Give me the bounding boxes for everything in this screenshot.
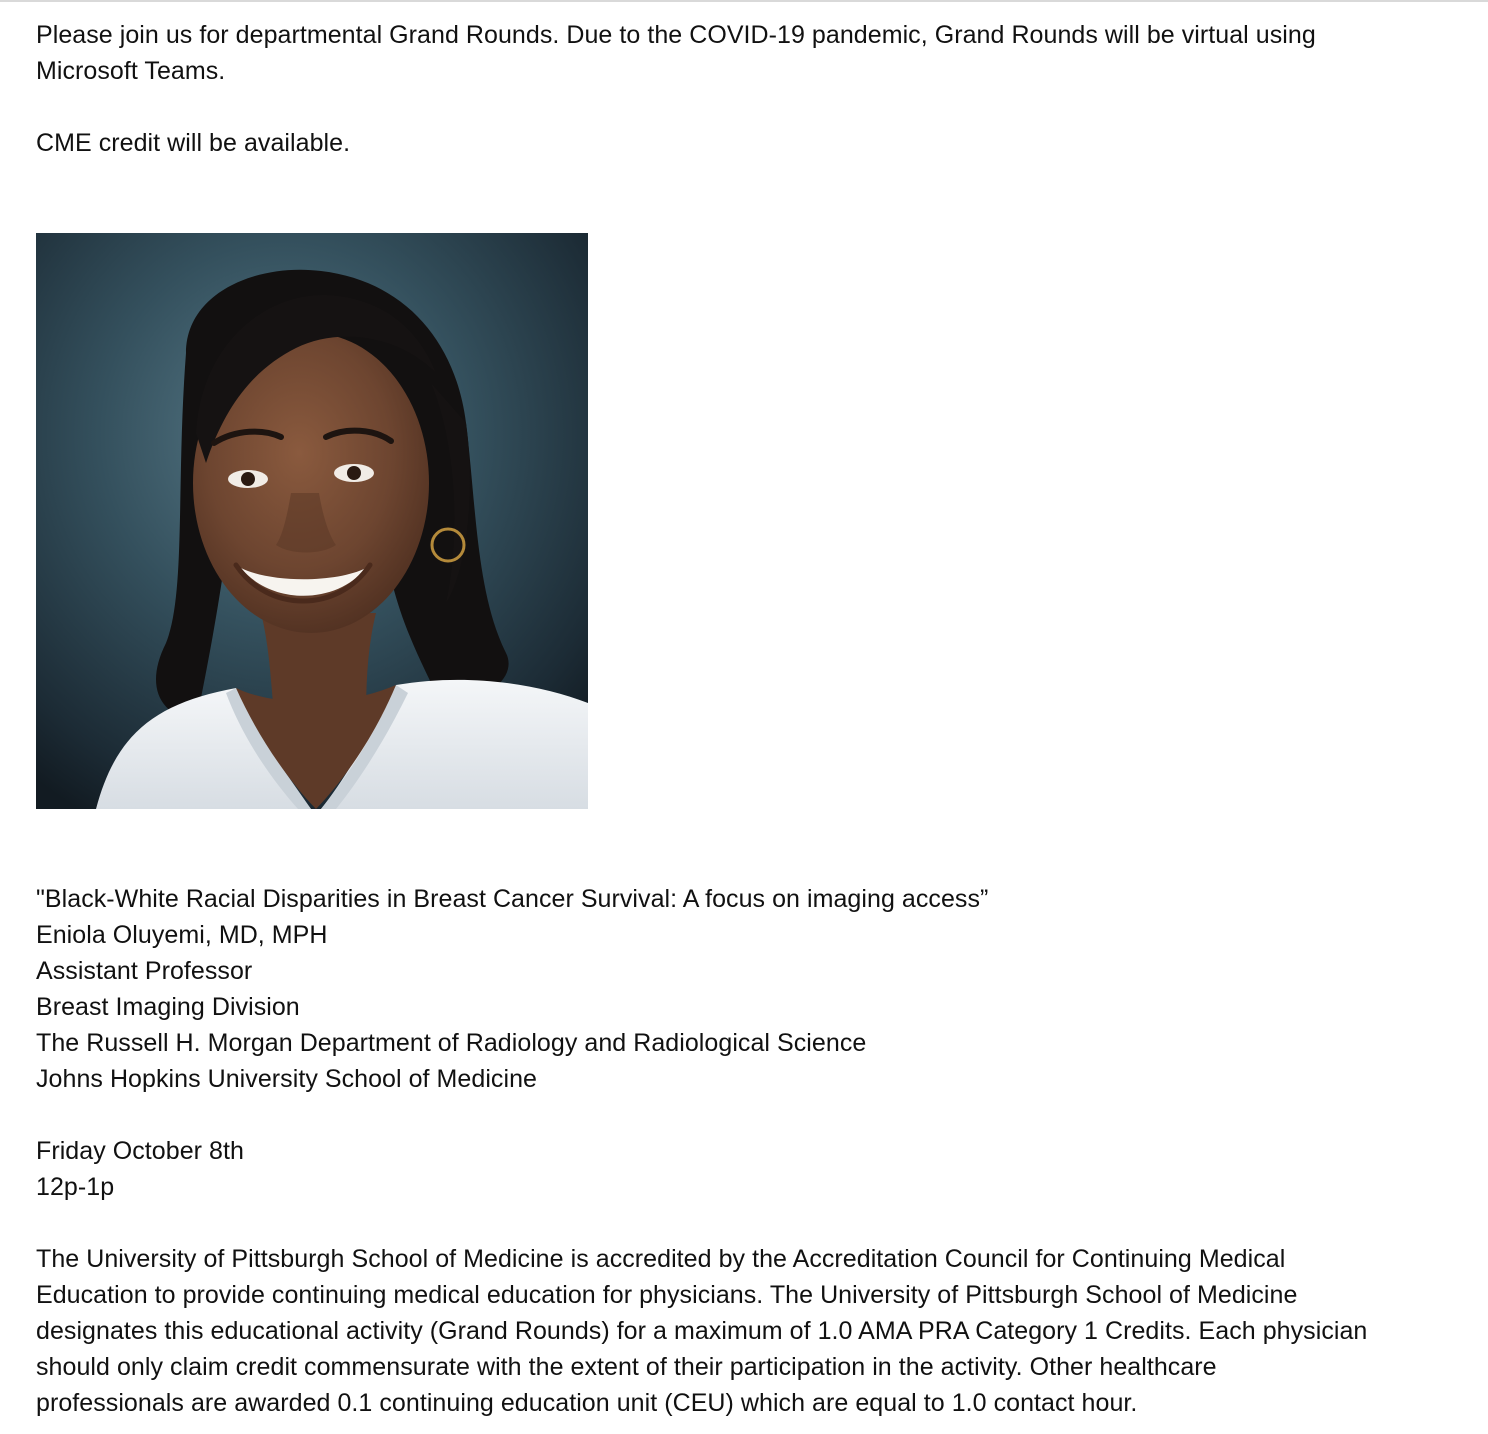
speaker-division: Breast Imaging Division [36,993,300,1021]
top-border [0,0,1488,2]
accreditation-line-5: professionals are awarded 0.1 continuing education unit (CEU) which are equal to 1.0 contact hour. [36,1389,1138,1417]
speaker-name: Eniola Oluyemi, MD, MPH [36,921,328,949]
accreditation-line-4: should only claim credit commensurate with the extent of their participation in the activity. Other healthcare [36,1353,1217,1381]
cme-note: CME credit will be available. [36,129,351,157]
speaker-institution: Johns Hopkins University School of Medicine [36,1065,537,1093]
speaker-department: The Russell H. Morgan Department of Radiology and Radiological Science [36,1029,867,1057]
accreditation-line-2: Education to provide continuing medical education for physicians. The University of Pittsburgh School of Medicine [36,1281,1298,1309]
intro-line-2: Microsoft Teams. [36,57,226,85]
event-time: 12p-1p [36,1173,115,1201]
talk-title: "Black-White Racial Disparities in Breast Cancer Survival: A focus on imaging access” [36,885,989,913]
speaker-position: Assistant Professor [36,957,253,985]
speaker-photo [36,233,588,809]
email-body [36,17,1476,1421]
event-date: Friday October 8th [36,1137,244,1165]
speaker-portrait-illustration [36,233,588,809]
accreditation-line-1: The University of Pittsburgh School of Medicine is accredited by the Accreditation Council for Continuing Medical [36,1245,1286,1273]
accreditation-line-3: designates this educational activity (Grand Rounds) for a maximum of 1.0 AMA PRA Category 1 Credits. Each physician [36,1317,1368,1345]
intro-line-1: Please join us for departmental Grand Rounds. Due to the COVID-19 pandemic, Grand Rounds will be virtual using [36,21,1316,49]
